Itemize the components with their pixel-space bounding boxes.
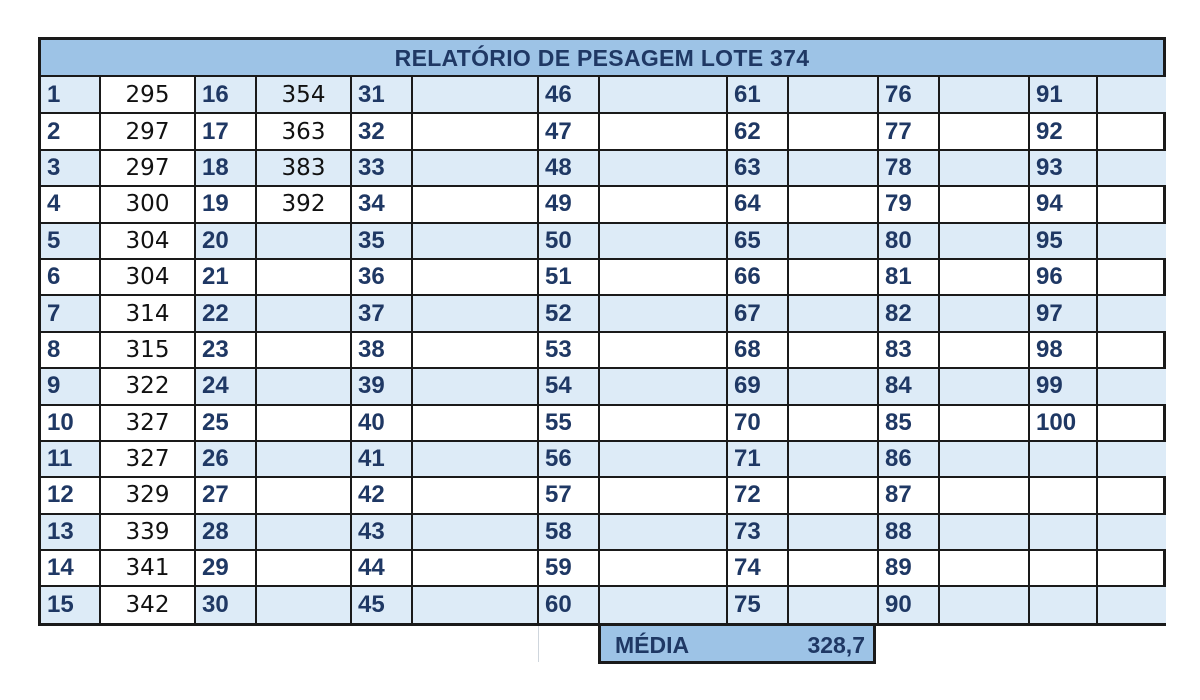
animal-number-cell: 52 — [538, 295, 599, 331]
weight-cell — [412, 150, 538, 186]
weight-cell — [599, 113, 727, 149]
weight-cell — [412, 223, 538, 259]
weight-cell — [788, 514, 878, 550]
weight-cell: 297 — [100, 150, 195, 186]
weight-cell — [788, 441, 878, 477]
weight-cell — [1097, 113, 1166, 149]
animal-number-cell: 19 — [195, 186, 256, 222]
animal-number-cell: 49 — [538, 186, 599, 222]
animal-number-cell: 2 — [41, 113, 100, 149]
weight-cell — [939, 223, 1029, 259]
weight-cell: 383 — [256, 150, 351, 186]
weight-cell: 354 — [256, 77, 351, 113]
animal-number-cell: 60 — [538, 586, 599, 622]
animal-number-cell: 87 — [878, 477, 939, 513]
weight-cell — [1097, 223, 1166, 259]
animal-number-cell: 81 — [878, 259, 939, 295]
weight-cell — [788, 295, 878, 331]
animal-number-cell: 71 — [727, 441, 788, 477]
animal-number-cell: 45 — [351, 586, 412, 622]
animal-number-cell: 97 — [1029, 295, 1097, 331]
weight-cell — [939, 77, 1029, 113]
weight-cell — [412, 186, 538, 222]
table-row — [41, 368, 1166, 404]
weight-cell: 327 — [100, 441, 195, 477]
weight-cell — [599, 368, 727, 404]
weight-cell — [256, 586, 351, 622]
animal-number-cell: 8 — [41, 332, 100, 368]
animal-number-cell: 88 — [878, 514, 939, 550]
animal-number-cell: 67 — [727, 295, 788, 331]
weighing-table — [41, 77, 1166, 623]
animal-number-cell: 18 — [195, 150, 256, 186]
animal-number-cell: 25 — [195, 405, 256, 441]
animal-number-cell: 83 — [878, 332, 939, 368]
gridline — [538, 626, 539, 662]
weight-cell — [939, 477, 1029, 513]
weight-cell: 322 — [100, 368, 195, 404]
weight-cell — [1097, 150, 1166, 186]
animal-number-cell: 94 — [1029, 186, 1097, 222]
weight-cell — [788, 405, 878, 441]
table-row — [41, 113, 1166, 149]
animal-number-cell: 11 — [41, 441, 100, 477]
weight-cell — [788, 368, 878, 404]
weight-cell — [599, 186, 727, 222]
animal-number-cell: 75 — [727, 586, 788, 622]
weight-cell — [1097, 186, 1166, 222]
animal-number-cell: 59 — [538, 550, 599, 586]
animal-number-cell: 12 — [41, 477, 100, 513]
animal-number-cell: 92 — [1029, 113, 1097, 149]
animal-number-cell: 56 — [538, 441, 599, 477]
weight-cell — [1097, 514, 1166, 550]
table-row — [41, 223, 1166, 259]
animal-number-cell: 55 — [538, 405, 599, 441]
weight-cell — [256, 332, 351, 368]
weight-cell — [599, 550, 727, 586]
animal-number-cell: 26 — [195, 441, 256, 477]
weight-cell — [256, 514, 351, 550]
animal-number-cell: 78 — [878, 150, 939, 186]
table-row — [41, 550, 1166, 586]
animal-number-cell: 68 — [727, 332, 788, 368]
weight-cell — [1097, 405, 1166, 441]
animal-number-cell: 35 — [351, 223, 412, 259]
table-row — [41, 441, 1166, 477]
table-row — [41, 186, 1166, 222]
weight-cell — [788, 586, 878, 622]
animal-number-cell: 28 — [195, 514, 256, 550]
animal-number-cell: 80 — [878, 223, 939, 259]
animal-number-cell: 16 — [195, 77, 256, 113]
animal-number-cell: 10 — [41, 405, 100, 441]
weight-cell — [788, 150, 878, 186]
animal-number-cell: 58 — [538, 514, 599, 550]
average-value: 328,7 — [807, 632, 865, 658]
animal-number-cell: 34 — [351, 186, 412, 222]
animal-number-cell: 17 — [195, 113, 256, 149]
weight-cell: 329 — [100, 477, 195, 513]
weight-cell — [412, 405, 538, 441]
weight-cell — [599, 405, 727, 441]
table-row — [41, 586, 1166, 622]
animal-number-cell: 21 — [195, 259, 256, 295]
weight-cell — [599, 441, 727, 477]
weight-cell — [412, 77, 538, 113]
weight-cell — [256, 223, 351, 259]
animal-number-cell: 9 — [41, 368, 100, 404]
animal-number-cell: 31 — [351, 77, 412, 113]
animal-number-cell: 91 — [1029, 77, 1097, 113]
weight-cell — [1097, 550, 1166, 586]
weight-cell — [1097, 368, 1166, 404]
weight-cell: 315 — [100, 332, 195, 368]
weight-cell — [256, 295, 351, 331]
animal-number-cell: 51 — [538, 259, 599, 295]
animal-number-cell: 39 — [351, 368, 412, 404]
weighing-report-sheet — [38, 37, 1166, 626]
weight-cell — [256, 550, 351, 586]
weight-cell: 363 — [256, 113, 351, 149]
animal-number-cell: 82 — [878, 295, 939, 331]
weight-cell: 304 — [100, 259, 195, 295]
animal-number-cell: 30 — [195, 586, 256, 622]
weight-cell — [599, 514, 727, 550]
animal-number-cell: 98 — [1029, 332, 1097, 368]
weight-cell: 339 — [100, 514, 195, 550]
animal-number-cell — [1029, 586, 1097, 622]
animal-number-cell: 7 — [41, 295, 100, 331]
animal-number-cell: 73 — [727, 514, 788, 550]
weight-cell — [788, 113, 878, 149]
weight-cell — [412, 113, 538, 149]
animal-number-cell: 54 — [538, 368, 599, 404]
animal-number-cell — [1029, 477, 1097, 513]
weight-cell — [412, 332, 538, 368]
weight-cell — [412, 477, 538, 513]
table-row — [41, 514, 1166, 550]
animal-number-cell: 84 — [878, 368, 939, 404]
weight-cell — [256, 259, 351, 295]
animal-number-cell: 50 — [538, 223, 599, 259]
weight-cell — [939, 586, 1029, 622]
table-row — [41, 477, 1166, 513]
weight-cell — [599, 332, 727, 368]
animal-number-cell: 77 — [878, 113, 939, 149]
animal-number-cell: 37 — [351, 295, 412, 331]
weight-cell — [412, 550, 538, 586]
animal-number-cell: 48 — [538, 150, 599, 186]
animal-number-cell: 69 — [727, 368, 788, 404]
weight-cell — [788, 223, 878, 259]
animal-number-cell: 32 — [351, 113, 412, 149]
average-box — [598, 626, 876, 664]
weight-cell — [788, 477, 878, 513]
weight-cell: 342 — [100, 586, 195, 622]
weight-cell — [256, 368, 351, 404]
animal-number-cell: 99 — [1029, 368, 1097, 404]
weight-cell: 297 — [100, 113, 195, 149]
weight-cell — [256, 405, 351, 441]
weight-cell — [412, 441, 538, 477]
animal-number-cell: 76 — [878, 77, 939, 113]
weight-cell — [939, 295, 1029, 331]
weight-cell — [412, 586, 538, 622]
weight-cell — [939, 368, 1029, 404]
animal-number-cell — [1029, 441, 1097, 477]
animal-number-cell: 3 — [41, 150, 100, 186]
animal-number-cell — [1029, 550, 1097, 586]
animal-number-cell: 40 — [351, 405, 412, 441]
weight-cell — [939, 405, 1029, 441]
animal-number-cell: 100 — [1029, 405, 1097, 441]
animal-number-cell: 5 — [41, 223, 100, 259]
average-label: MÉDIA — [615, 632, 690, 658]
weight-cell — [1097, 259, 1166, 295]
weight-cell — [599, 150, 727, 186]
weight-cell — [599, 295, 727, 331]
animal-number-cell: 42 — [351, 477, 412, 513]
animal-number-cell: 89 — [878, 550, 939, 586]
weight-cell — [788, 77, 878, 113]
table-body — [41, 77, 1166, 623]
weight-cell — [939, 332, 1029, 368]
table-row — [41, 259, 1166, 295]
weight-cell: 314 — [100, 295, 195, 331]
animal-number-cell: 6 — [41, 259, 100, 295]
weight-cell — [412, 259, 538, 295]
animal-number-cell: 36 — [351, 259, 412, 295]
animal-number-cell: 24 — [195, 368, 256, 404]
weight-cell — [939, 259, 1029, 295]
animal-number-cell: 20 — [195, 223, 256, 259]
animal-number-cell: 57 — [538, 477, 599, 513]
report-title: RELATÓRIO DE PESAGEM LOTE 374 — [41, 40, 1163, 77]
animal-number-cell: 85 — [878, 405, 939, 441]
animal-number-cell: 46 — [538, 77, 599, 113]
animal-number-cell: 62 — [727, 113, 788, 149]
animal-number-cell: 33 — [351, 150, 412, 186]
animal-number-cell: 1 — [41, 77, 100, 113]
table-row — [41, 77, 1166, 113]
animal-number-cell: 15 — [41, 586, 100, 622]
weight-cell: 341 — [100, 550, 195, 586]
animal-number-cell: 65 — [727, 223, 788, 259]
weight-cell — [1097, 477, 1166, 513]
table-row — [41, 405, 1166, 441]
weight-cell — [599, 477, 727, 513]
animal-number-cell: 29 — [195, 550, 256, 586]
animal-number-cell: 4 — [41, 186, 100, 222]
animal-number-cell: 66 — [727, 259, 788, 295]
animal-number-cell: 47 — [538, 113, 599, 149]
animal-number-cell: 86 — [878, 441, 939, 477]
weight-cell — [1097, 295, 1166, 331]
weight-cell — [1097, 586, 1166, 622]
weight-cell — [939, 441, 1029, 477]
weight-cell — [788, 332, 878, 368]
weight-cell — [412, 514, 538, 550]
animal-number-cell: 63 — [727, 150, 788, 186]
weight-cell — [412, 368, 538, 404]
animal-number-cell: 72 — [727, 477, 788, 513]
weight-cell — [599, 223, 727, 259]
animal-number-cell: 14 — [41, 550, 100, 586]
weight-cell: 295 — [100, 77, 195, 113]
animal-number-cell: 43 — [351, 514, 412, 550]
weight-cell — [788, 550, 878, 586]
animal-number-cell: 38 — [351, 332, 412, 368]
animal-number-cell: 95 — [1029, 223, 1097, 259]
animal-number-cell: 70 — [727, 405, 788, 441]
weight-cell: 304 — [100, 223, 195, 259]
animal-number-cell: 44 — [351, 550, 412, 586]
weight-cell — [788, 186, 878, 222]
weight-cell — [1097, 441, 1166, 477]
weight-cell — [788, 259, 878, 295]
weight-cell — [939, 113, 1029, 149]
animal-number-cell: 93 — [1029, 150, 1097, 186]
animal-number-cell: 64 — [727, 186, 788, 222]
weight-cell — [1097, 77, 1166, 113]
weight-cell — [1097, 332, 1166, 368]
animal-number-cell — [1029, 514, 1097, 550]
table-row — [41, 295, 1166, 331]
weight-cell — [939, 150, 1029, 186]
weight-cell — [939, 186, 1029, 222]
weight-cell — [599, 77, 727, 113]
animal-number-cell: 53 — [538, 332, 599, 368]
animal-number-cell: 96 — [1029, 259, 1097, 295]
animal-number-cell: 27 — [195, 477, 256, 513]
weight-cell — [939, 514, 1029, 550]
animal-number-cell: 13 — [41, 514, 100, 550]
animal-number-cell: 79 — [878, 186, 939, 222]
table-row — [41, 332, 1166, 368]
table-row — [41, 150, 1166, 186]
animal-number-cell: 74 — [727, 550, 788, 586]
weight-cell: 327 — [100, 405, 195, 441]
weight-cell — [256, 477, 351, 513]
weight-cell — [599, 586, 727, 622]
animal-number-cell: 90 — [878, 586, 939, 622]
weight-cell — [599, 259, 727, 295]
animal-number-cell: 22 — [195, 295, 256, 331]
animal-number-cell: 23 — [195, 332, 256, 368]
weight-cell — [939, 550, 1029, 586]
animal-number-cell: 61 — [727, 77, 788, 113]
weight-cell — [256, 441, 351, 477]
weight-cell: 392 — [256, 186, 351, 222]
animal-number-cell: 41 — [351, 441, 412, 477]
weight-cell: 300 — [100, 186, 195, 222]
weight-cell — [412, 295, 538, 331]
